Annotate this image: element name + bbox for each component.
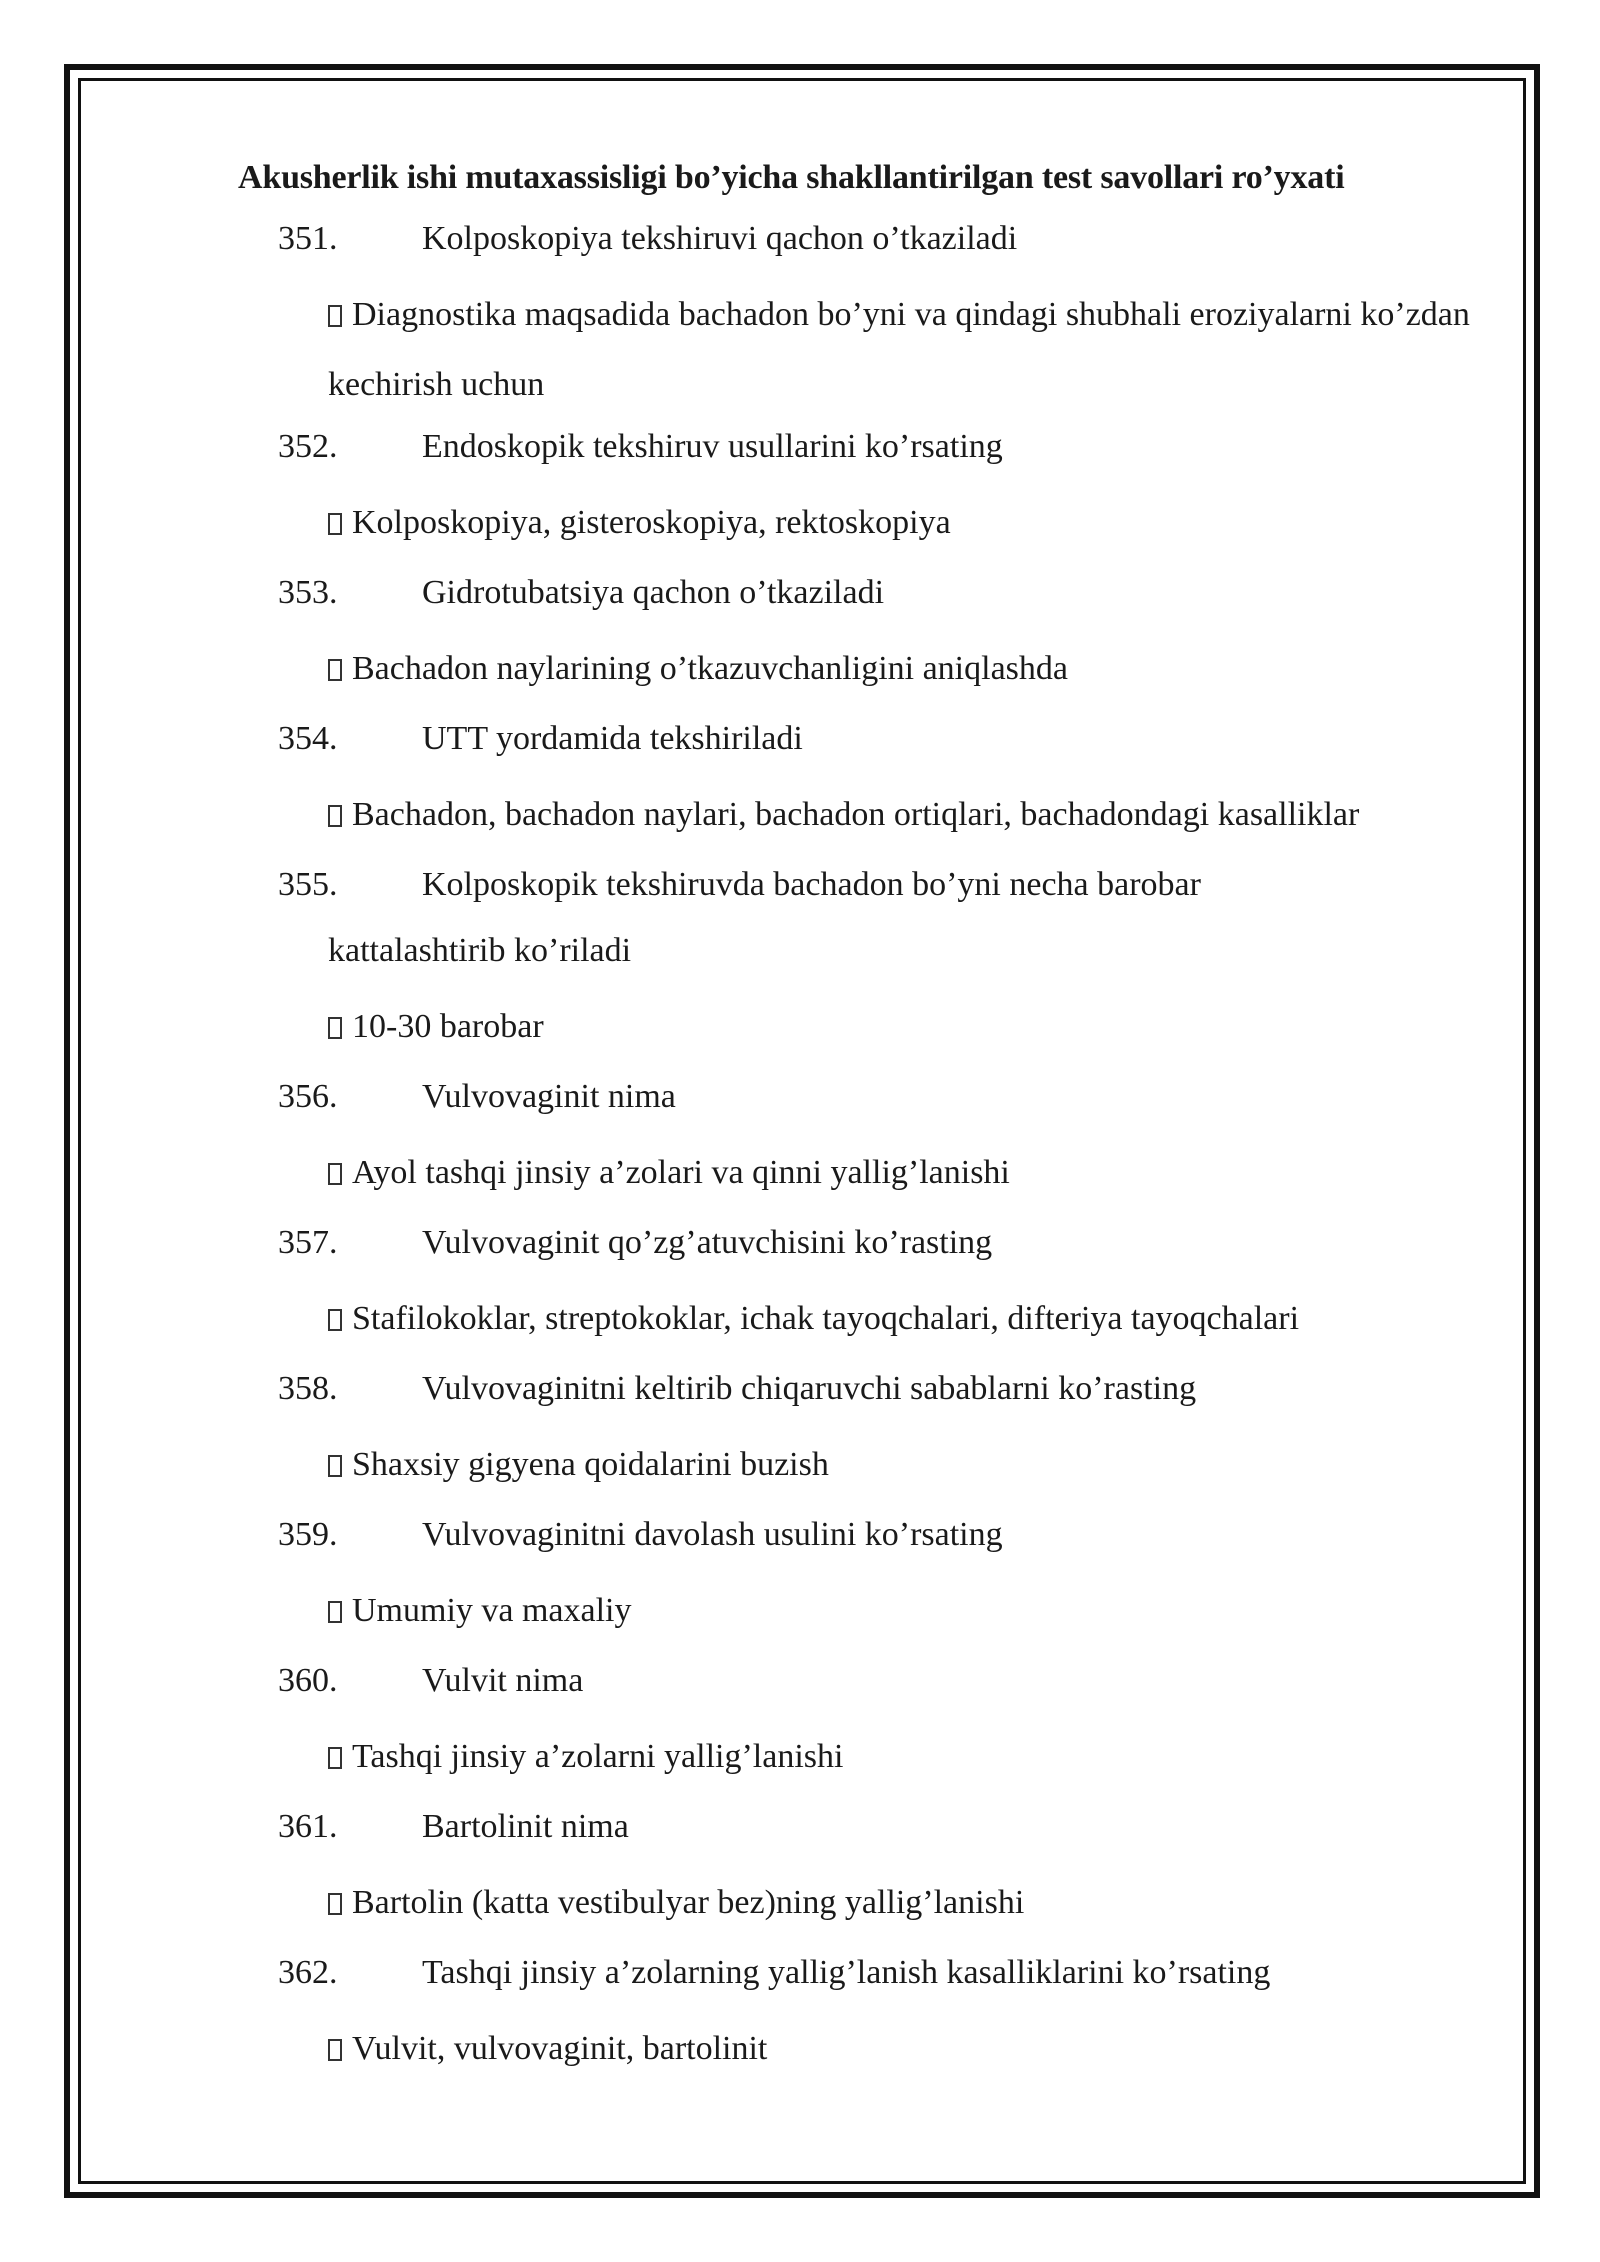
question-number: 351. — [278, 220, 338, 257]
answer-marker-icon — [328, 659, 342, 681]
answer-text: Umumiy va maxaliy — [352, 1592, 632, 1629]
question-number: 352. — [278, 428, 338, 465]
question-text: Endoskopik tekshiruv usullarini ko’rsating — [422, 428, 1003, 465]
answer-356 — [328, 1138, 1498, 1208]
answer-marker-icon — [328, 1893, 342, 1915]
answer-355 — [328, 992, 1498, 1062]
question-text: Bartolinit nima — [422, 1808, 629, 1845]
question-text: Vulvovaginitni keltirib chiqaruvchi sabablarni ko’rasting — [422, 1370, 1197, 1407]
question-number: 359. — [278, 1516, 338, 1553]
question-355 — [278, 852, 1278, 984]
answer-text: Kolposkopiya, gisteroskopiya, rektoskopiya — [352, 504, 951, 541]
question-number: 362. — [278, 1954, 338, 1991]
answer-marker-icon — [328, 1163, 342, 1185]
answer-marker-icon — [328, 1455, 342, 1477]
answer-text: 10-30 barobar — [352, 1008, 544, 1045]
question-text: Vulvovaginitni davolash usulini ko’rsating — [422, 1516, 1003, 1553]
question-number: 353. — [278, 574, 338, 611]
answer-text: Diagnostika maqsadida bachadon bo’yni va qindagi shubhali eroziyalarni ko’zdan kechirish uchun — [328, 296, 1470, 403]
answer-marker-icon — [328, 1747, 342, 1769]
question-number: 357. — [278, 1224, 338, 1261]
answer-354 — [328, 780, 1498, 850]
question-text: Vulvovaginit qo’zg’atuvchisini ko’rasting — [422, 1224, 993, 1261]
answer-359 — [328, 1576, 1498, 1646]
question-number: 361. — [278, 1808, 338, 1845]
answer-353 — [328, 634, 1498, 704]
answer-text: Vulvit, vulvovaginit, bartolinit — [352, 2030, 768, 2067]
answer-text: Bachadon naylarining o’tkazuvchanligini aniqlashda — [352, 650, 1068, 687]
answer-text: Shaxsiy gigyena qoidalarini buzish — [352, 1446, 829, 1483]
document-title: Akusherlik ishi mutaxassisligi bo’yicha shakllantirilgan test savollari ro’yxati — [238, 159, 1345, 196]
answer-352 — [328, 488, 1498, 558]
question-number: 356. — [278, 1078, 338, 1115]
question-number: 360. — [278, 1662, 338, 1699]
question-number: 355. — [278, 866, 338, 903]
answer-text: Bachadon, bachadon naylari, bachadon ortiqlari, bachadondagi kasalliklar — [352, 796, 1360, 833]
answer-362 — [328, 2014, 1498, 2084]
answer-marker-icon — [328, 513, 342, 535]
answer-357 — [328, 1284, 1498, 1354]
answer-marker-icon — [328, 805, 342, 827]
question-text: Kolposkopik tekshiruvda bachadon bo’yni necha barobar kattalashtirib ko’riladi — [328, 866, 1201, 969]
answer-360 — [328, 1722, 1498, 1792]
question-text: UTT yordamida tekshiriladi — [422, 720, 803, 757]
answer-358 — [328, 1430, 1498, 1500]
question-text: Vulvovaginit nima — [422, 1078, 676, 1115]
answer-marker-icon — [328, 305, 342, 327]
answer-text: Bartolin (katta vestibulyar bez)ning yallig’lanishi — [352, 1884, 1025, 1921]
answer-marker-icon — [328, 2039, 342, 2061]
answer-text: Stafilokoklar, streptokoklar, ichak tayoqchalari, difteriya tayoqchalari — [352, 1300, 1300, 1337]
answer-marker-icon — [328, 1017, 342, 1039]
question-text: Vulvit nima — [422, 1662, 584, 1699]
question-number: 358. — [278, 1370, 338, 1407]
question-text: Kolposkopiya tekshiruvi qachon o’tkaziladi — [422, 220, 1018, 257]
answer-marker-icon — [328, 1309, 342, 1331]
answer-361 — [328, 1868, 1498, 1938]
answer-text: Ayol tashqi jinsiy a’zolari va qinni yallig’lanishi — [352, 1154, 1010, 1191]
answer-351 — [328, 280, 1498, 420]
answer-text: Tashqi jinsiy a’zolarni yallig’lanishi — [352, 1738, 844, 1775]
question-number: 354. — [278, 720, 338, 757]
question-text: Gidrotubatsiya qachon o’tkaziladi — [422, 574, 885, 611]
question-text: Tashqi jinsiy a’zolarning yallig’lanish kasalliklarini ko’rsating — [422, 1954, 1271, 1991]
answer-marker-icon — [328, 1601, 342, 1623]
